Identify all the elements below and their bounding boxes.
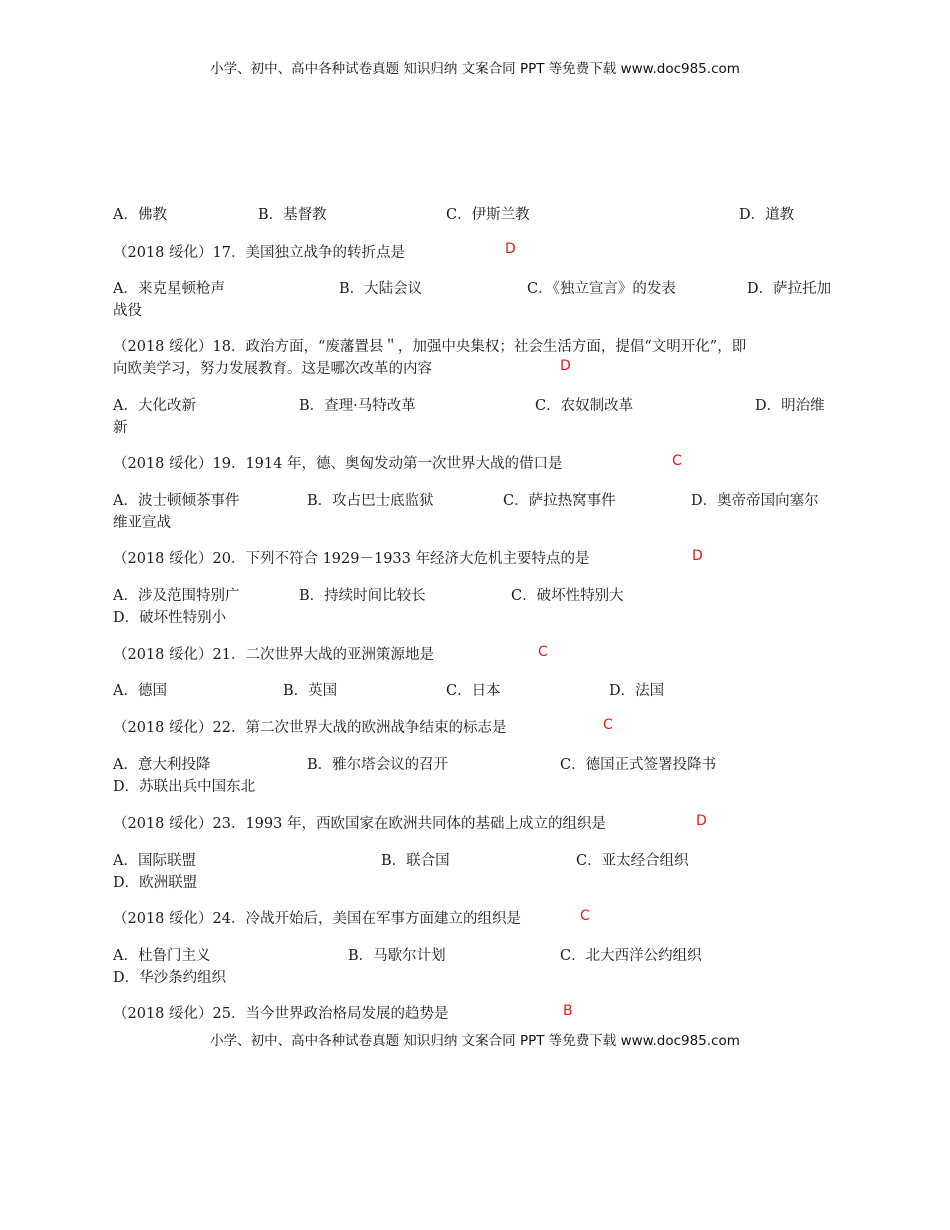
q19-option-b: B．攻占巴士底监狱: [307, 493, 434, 509]
q24-option-a: A．杜鲁门主义: [113, 948, 211, 964]
q21-answer: C: [538, 644, 548, 660]
q21-option-d: D．法国: [609, 683, 665, 699]
q20-option-b: B．持续时间比较长: [299, 588, 426, 604]
q17-option-b: B．大陆会议: [339, 281, 423, 297]
q18-option-c: C．农奴制改革: [535, 398, 634, 414]
q25-answer: B: [563, 1003, 573, 1019]
q18-option-d: D．明治维: [755, 398, 825, 414]
q16-option-b: B．基督教: [258, 207, 327, 223]
q18-option-b: B．查理·马特改革: [299, 398, 416, 414]
q24-option-d: D．华沙条约组织: [113, 970, 227, 986]
q18-option-a: A．大化改新: [113, 398, 196, 414]
q22-option-d: D．苏联出兵中国东北: [113, 779, 256, 795]
q25-stem: （2018 绥化）25．当今世界政治格局发展的趋势是: [113, 1006, 449, 1022]
q21-stem: （2018 绥化）21．二次世界大战的亚洲策源地是: [113, 647, 434, 663]
q18-answer: D: [560, 358, 571, 374]
q21-option-b: B．英国: [283, 683, 338, 699]
q24-stem: （2018 绥化）24．冷战开始后，美国在军事方面建立的组织是: [113, 911, 521, 927]
q19-stem: （2018 绥化）19．1914 年，德、奥匈发动第一次世界大战的借口是: [113, 456, 563, 472]
q17-option-wrap: 战役: [113, 303, 142, 319]
q16-option-c: C．伊斯兰教: [446, 207, 530, 223]
q21-option-a: A．德国: [113, 683, 167, 699]
q19-option-a: A．波士顿倾茶事件: [113, 493, 240, 509]
q23-answer: D: [696, 813, 707, 829]
q22-option-c: C．德国正式签署投降书: [560, 757, 717, 773]
q17-option-c: C．《独立宣言》的发表: [527, 281, 676, 297]
q19-option-c: C．萨拉热窝事件: [503, 493, 616, 509]
q19-answer: C: [672, 453, 682, 469]
q23-option-b: B．联合国: [381, 853, 450, 869]
q23-option-d: D．欧洲联盟: [113, 875, 198, 891]
q23-option-c: C．亚太经合组织: [576, 853, 689, 869]
q23-stem: （2018 绥化）23．1993 年，西欧国家在欧洲共同体的基础上成立的组织是: [113, 816, 606, 832]
page-header: 小学、初中、高中各种试卷真题 知识归纳 文案合同 PPT 等免费下载 www.doc985.com: [210, 61, 740, 77]
q22-option-a: A．意大利投降: [113, 757, 211, 773]
q20-option-c: C．破坏性特别大: [511, 588, 624, 604]
q21-option-c: C．日本: [446, 683, 501, 699]
q20-answer: D: [692, 548, 703, 564]
q16-option-a: A．佛教: [113, 207, 167, 223]
q17-option-d: D．萨拉托加: [747, 281, 832, 297]
q24-option-b: B．马歇尔计划: [348, 948, 446, 964]
q17-answer: D: [505, 241, 516, 257]
q19-option-d: D．奥帝帝国向塞尔: [691, 493, 819, 509]
q17-option-a: A．来克星顿枪声: [113, 281, 225, 297]
q24-option-c: C．北大西洋公约组织: [560, 948, 702, 964]
q17-stem: （2018 绥化）17．美国独立战争的转折点是: [113, 245, 405, 261]
q22-answer: C: [603, 717, 613, 733]
q20-stem: （2018 绥化）20．下列不符合 1929－1933 年经济大危机主要特点的是: [113, 551, 590, 567]
q18-option-wrap: 新: [113, 420, 128, 436]
q22-stem: （2018 绥化）22．第二次世界大战的欧洲战争结束的标志是: [113, 720, 507, 736]
q23-option-a: A．国际联盟: [113, 853, 196, 869]
q16-option-d: D．道教: [739, 207, 795, 223]
q22-option-b: B．雅尔塔会议的召开: [307, 757, 449, 773]
q18-stem-line2: 向欧美学习，努力发展教育。这是哪次改革的内容: [113, 361, 432, 377]
q18-stem: （2018 绥化）18．政治方面，“废藩置县＂，加强中央集权；社会生活方面，提倡“文明开化”，即: [113, 339, 747, 355]
q20-option-d: D．破坏性特别小: [113, 610, 227, 626]
page-footer: 小学、初中、高中各种试卷真题 知识归纳 文案合同 PPT 等免费下载 www.doc985.com: [210, 1033, 740, 1049]
q19-option-wrap: 维亚宣战: [113, 515, 171, 531]
q20-option-a: A．涉及范围特别广: [113, 588, 240, 604]
q24-answer: C: [580, 908, 590, 924]
